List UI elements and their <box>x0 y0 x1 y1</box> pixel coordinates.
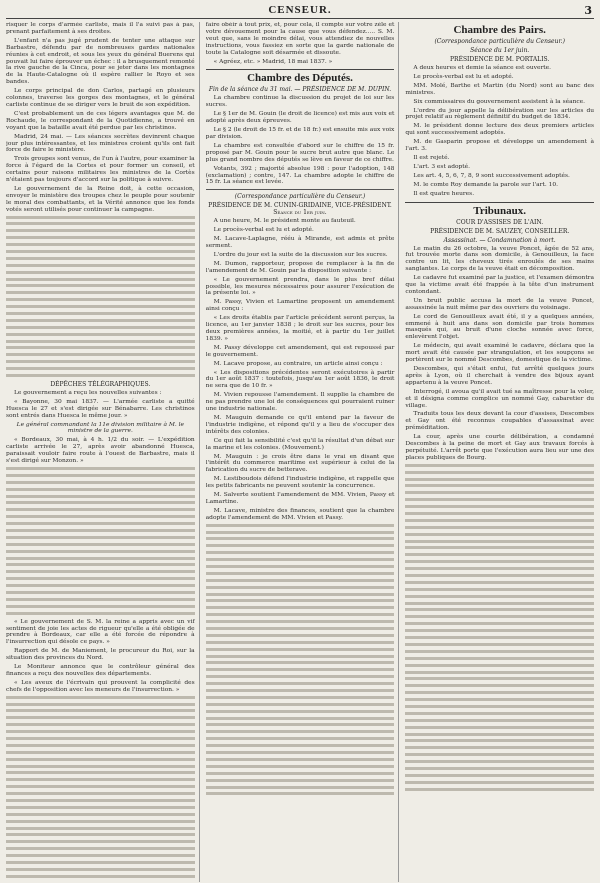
article-paragraph: Trois groupes sont venus, de l'un à l'autre, pour examiner la force à l'égard de la Cortes et pour former un conseil, et certains pour raisons militaires les ministres de la Cortès n'étaient pas toujours d'accord sur la politique à suivre. <box>6 156 195 184</box>
article-paragraph: Six commissaires du gouvernement assistent à la séance. <box>413 98 586 105</box>
article-paragraph: M. le comte Roy demande la parole sur l'art. 10. <box>413 181 558 188</box>
article-paragraph: M. Passy, Vivien et Lamartine proposent un amendement ainsi conçu : <box>205 299 395 313</box>
article-paragraph: Le § 2 (le droit de 15 fr. et de 18 fr.) est ensuite mis aux voix par division. <box>205 127 395 140</box>
article-paragraph: Le cadavre fut examiné par la justice, et l'examen démontra que la victime avait été frappée à la tête d'un instrument contondant. <box>405 275 595 295</box>
article-paragraph: A deux heures et demie la séance est ouverte. <box>413 65 551 71</box>
section-title-depeches: DÉPÊCHES TÉLÉGRAPHIQUES. <box>50 380 151 388</box>
article-heading: Le général commandant la 11e division militaire à M. le ministre de la guerre. <box>16 421 185 435</box>
article-paragraph: Traduits tous les deux devant la cour d'assises, Descombes et Gay ont été reconnus coupables d'assassinat avec préméditation. <box>405 411 595 432</box>
article-paragraph: Les art. 4, 5, 6, 7, 8, 9 sont successivement adoptés. <box>413 172 570 179</box>
article-paragraph: M. Lacave, ministre des finances, soutient que la chambre adopte l'amendement de MM. Vivien et Passy. <box>205 507 395 521</box>
text-filler <box>6 467 195 615</box>
masthead <box>6 4 594 19</box>
presidency-heading: PRÉSIDENCE DE M. CUNIN-GRIDAINE, VICE-PRÉSIDENT. Séance du 1er juin. <box>208 202 392 217</box>
newspaper-title: CENSEUR. <box>268 4 332 16</box>
article-paragraph: M. Salverte soutient l'amendement de MM. Vivien, Passy et Lamartine. <box>205 492 395 505</box>
court-heading: COUR D'ASSISES DE L'AIN. <box>456 218 544 226</box>
article-paragraph: Madrid, 24 mai. — Les séances secrètes devinrent chaque jour plus intéressantes, et les ministres croient qu'ils ont fait force de faire le ministère. <box>6 133 195 154</box>
article-paragraph: Il est quatre heures. <box>413 190 475 197</box>
text-filler <box>206 524 395 796</box>
page-number: 3 <box>584 4 592 17</box>
article-paragraph: La chambre est consultée d'abord sur le chiffre de 15 fr. proposé par M. Gouin pour le sucre brut autre que blanc. Le plus grand nombre des députés se lève en faveur de ce chiffre. <box>205 142 395 163</box>
article-paragraph: « Les aveux de l'écrivain qui prouvent la complicité des chefs de l'opposition avec les meneurs de l'insurrection. » <box>6 679 195 693</box>
column-3 <box>405 22 594 882</box>
article-paragraph: Le gouvernement a reçu les nouvelles suivantes : <box>14 389 162 396</box>
article-paragraph: Le médecin, qui avait examiné le cadavre, déclara que la mort avait été causée par strangulation, et les soupçons se portèrent sur le nommé Descombes, domestique de la victime. <box>405 343 595 364</box>
article-paragraph: « Bayonne, 30 mai 1837. — L'armée carliste a quitté Huesca le 27 et s'est dirigée sur Bénabarre. Les christinos sont entrés dans Huesca le même jour. » <box>6 398 195 419</box>
article-paragraph: M. Mauguin : je crois être dans le vrai en disant que l'intérêt du commerce maritime est supérieur à celui de la fabrication du sucre de betterave. <box>205 453 395 474</box>
article-paragraph: « Bordeaux, 30 mai, à 4 h. 1/2 du soir. — L'expédition carliste arrivée le 27, après avoir abandonné Huesca, paraissait vouloir faire route à l'ouest de Barbastre, mais il s'est dirigé sur Monzon. » <box>6 437 195 465</box>
article-paragraph: Le gouvernement de la Reine doit, à cette occasion, envoyer le ministère des troupes chez le peuple pour soutenir le moral des combattants, et la Vérité annonce que les fonds votés seront utilisés pour continuer la campagne. <box>6 185 195 213</box>
article-paragraph: A une heure, M. le président monte au fauteuil. <box>213 218 356 225</box>
article-paragraph: Le § 1er de M. Gouin (le droit de licence) est mis aux voix et adopté après deux épreuves. <box>205 111 395 125</box>
article-paragraph: Le corps principal de don Carlos, partagé en plusieurs colonnes, traverse les gorges des montagnes, et le général carliste continue de se diriger vers le bruit de son expédition. <box>6 88 195 108</box>
article-paragraph: MM. Molé, Barthe et Martin (du Nord) sont au banc des ministres. <box>405 82 595 96</box>
article-paragraph: Le procès-verbal est lu et adopté. <box>413 73 514 80</box>
article-paragraph: Un bruit public accusa la mort de la veuve Poncet, assassinée la nuit même par des ouvriers du voisinage. <box>405 297 595 311</box>
article-paragraph: L'art. 3 est adopté. <box>413 163 471 170</box>
text-filler <box>405 464 594 791</box>
article-paragraph: C'est probablement un de ces légers avantages que M. de Rochaude, le correspondant de la Quotidienne, a trouvé en voyant que la bataille avait été perdue par les christinos. <box>6 110 195 131</box>
article-paragraph: La cour, après une courte délibération, a condamné Descombes à la peine de mort et Gay aux travaux forcés à perpétuité. L'arrêt porte que l'exécution aura lieu sur une des places publiques de Bourg. <box>405 434 595 461</box>
article-paragraph: La chambre continue la discussion du projet de loi sur les sucres. <box>205 95 395 109</box>
article-paragraph: faire obéir à tout prix, et, pour cela, il compte sur votre zèle et votre dévouement pour la cause que vous défendez..... S. M. veut que, sans le moindre délai, vous attendiez de nouvelles instructions, vous fassiez en sorte que la garde nationale de toute la Catalogne soit désarmée et dissoute. <box>205 22 395 56</box>
article-paragraph: M. Passy développe cet amendement, qui est repoussé par le gouvernement. <box>205 344 395 358</box>
session-date: Séance du 1er juin. <box>470 47 530 54</box>
section-title-deputes: Chambre des Députés. <box>206 69 395 85</box>
article-paragraph: L'ordre du jour est la suite de la discussion sur les sucres. <box>213 251 388 258</box>
correspondence-heading: (Correspondance particulière du Censeur.) <box>434 38 565 45</box>
article-paragraph: M. de Gasparin propose et développe un amendement à l'art. 3. <box>405 139 595 153</box>
presidency-heading: PRÉSIDENCE DE M. PORTALIS. <box>450 56 550 63</box>
article-paragraph: « Le gouvernement de S. M. la reine a appris avec un vif sentiment de joie les actes de rigueur qu'elle a été obligée de prendre à Bordeaux, car elle a été forcée de répondre à l'insurrection qui désole ce pays. » <box>6 618 195 646</box>
column-1 <box>6 22 200 882</box>
article-paragraph: « Les droits établis par l'article précédent seront perçus, la licence, au 1er janvier 1838 ; le droit sur les sucres, pour les deux premières années, la moitié, et à partir du 1er juillet 1839. » <box>205 315 395 342</box>
article-paragraph: M. Mauguin demande ce qu'il entend par la faveur de l'industrie indigène, et répond qu'il y a lieu de s'occuper des intérêts des colonies. <box>205 414 395 435</box>
section-subtitle: Fin de la séance du 31 mai. — PRÉSIDENCE DE M. DUPIN. <box>208 86 392 94</box>
article-paragraph: M. Lacave-Laplagne, rééu à Mirande, est admis et prête serment. <box>205 236 395 250</box>
article-paragraph: Ce qui fait la sensibilité c'est qu'il la résultat d'un débat sur la marine et les colonies. (Mouvement.) <box>205 437 395 451</box>
article-paragraph: M. Lestiboudois défend l'industrie indigène, et rappelle que les petits fabricants ne peuvent soutenir la concurrence. <box>205 476 395 490</box>
section-title-pairs: Chambre des Pairs. <box>453 24 546 36</box>
article-paragraph: « Les dispositions précédentes seront exécutoires à partir du 1er août 1837 : toutefois, jusqu'au 1er août 1836, le droit ne sera que de 10 fr. » <box>205 369 395 390</box>
text-filler <box>6 696 195 882</box>
article-paragraph: Il est rejeté. <box>413 154 450 161</box>
article-paragraph: Le matin du 26 octobre, la veuve Poncet, âgée de 52 ans, fut trouvée morte dans son domicile, à Genouilleux, la face contre un lit, les cheveux tirés enroulés de ses mains sanglantes. Le corps de la veuve était en décomposition. <box>405 245 595 273</box>
article-paragraph: Rapport de M. de Maniement, le procureur du Roi, sur la situation des provinces du Nord. <box>6 648 195 662</box>
article-paragraph: Votants, 392 ; majorité absolue 198 : pour l'adoption, 148 (exclamation) ; contre, 147. La chambre adopte le chiffre de 15 fr. La séance est levée. <box>205 165 395 186</box>
article-paragraph: M. Dumon, rapporteur, propose de remplacer à la fin de l'amendement de M. Gouin par la disposition suivante : <box>205 260 395 274</box>
correspondence-heading: (Correspondance particulière du Censeur.) <box>234 193 366 201</box>
divider <box>206 189 395 190</box>
article-paragraph: Descombes, qui s'était enfui, fut arrêté quelques jours après à Lyon, où il cherchait à vendre des bijoux ayant appartenu à la veuve Poncet. <box>405 366 595 386</box>
article-paragraph: Interrogé, il avoua qu'il avait tué sa maîtresse pour la voler, et il désigna comme complice un nommé Gay, cabaretier du village. <box>405 388 595 409</box>
article-paragraph: Le cord de Genouilleux avait été, il y a quelques années, emmené à huit ans dans son domicile par trois hommes masqués qui, au bruit d'une cloche sonnée avec force, enlevèrent l'objet. <box>405 313 595 341</box>
article-paragraph: L'ordre du jour appelle la délibération sur les articles du projet relatif au règlement définitif du budget de 1834. <box>405 107 595 121</box>
article-paragraph: M. le président donne lecture des deux premiers articles qui sont successivement adoptés. <box>405 123 595 137</box>
article-paragraph: « Le gouvernement prendra, dans le plus bref délai possible, les mesures nécessaires pour assurer l'exécution de la présente loi. » <box>205 276 395 297</box>
article-paragraph: Le procès-verbal est lu et adopté. <box>213 227 314 234</box>
article-paragraph: M. Lacave propose, au contraire, un article ainsi conçu : <box>213 360 383 367</box>
columns <box>6 22 594 882</box>
article-paragraph: Le Moniteur annonce que le contrôleur général des finances a reçu des nouvelles des départements. <box>6 664 195 677</box>
presidency-heading: PRÉSIDENCE DE M. SAUZEY, CONSEILLER. <box>430 227 570 235</box>
column-2 <box>206 22 400 882</box>
section-title-tribunaux: Tribunaux. <box>405 202 594 218</box>
case-subtitle: Assassinat. — Condamnation à mort. <box>443 236 556 244</box>
text-filler <box>6 216 195 377</box>
article-paragraph: M. Vivien repousse l'amendement. Il supplie la chambre de ne pas prendre une loi de conséquences qui pourraient ruiner une industrie nationale. <box>205 392 395 413</box>
article-paragraph: L'enfant n'a pas jugé prudent de tenter une attaque sur Barbastre, défendu par de nombreuses gardes nationales réunies à cet endroit, et sous les yeux du général Buerens qui pouvait lui faire éprouver un échec : il a brusquement remonté la rive gauche de la Cinca, pour se jeter dans les montagnes de la Haute-Catalogne où il espère rallier le Royo et ses bandes. <box>6 37 195 86</box>
article-paragraph: « Agréez, etc. » Madrid, 18 mai 1837. » <box>213 58 333 65</box>
article-paragraph: risquer le corps d'armée carliste, mais il l'a suivi pas à pas, prenant parfaitement à ses droites. <box>6 22 195 35</box>
